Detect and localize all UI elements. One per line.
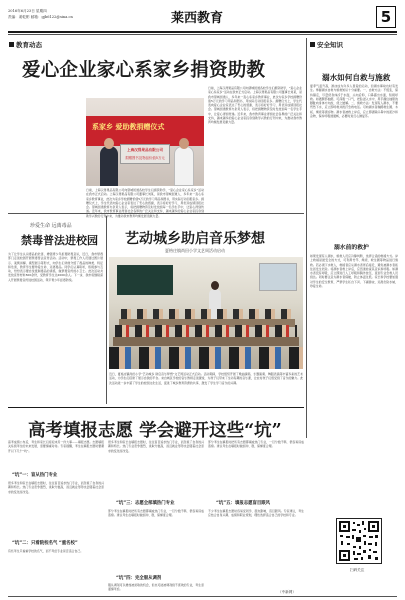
lead-photo — [86, 98, 204, 186]
qr-code[interactable] — [336, 518, 382, 564]
donation-sign — [120, 144, 170, 164]
art-headline: 艺动城乡助启音乐梦想 — [125, 231, 265, 247]
exam-col1-body-2: 有些考生只看重学校的名气，而不考虑专业是否适合自己。 — [8, 549, 84, 553]
sidebar-title-1: 溺水如何自救与施救 — [322, 73, 391, 82]
drug-divider — [106, 216, 107, 404]
drug-headline: 禁毒普法进校园 — [21, 234, 98, 247]
qr-code-icon — [337, 519, 381, 563]
students-row-2 — [115, 325, 297, 337]
teacher-head — [211, 281, 219, 290]
square-bullet-icon — [310, 42, 315, 47]
exam-col2-lead: 很多考生和家长在填报志愿时，往往盲目追求热门专业，而忽视了自身的兴趣和特长。热门专业竞争激烈，录取分数高，而且就业形势也会随着社会需求的变化而改变。 — [108, 440, 204, 453]
students-row-1 — [121, 309, 293, 319]
section-label-news: 教育动态 — [9, 40, 42, 49]
section-label-safety: 安全知识 — [310, 40, 343, 49]
editor-line: 责编：姜乾彬 邮箱：gjb6122@sina.cn — [8, 15, 73, 19]
exam-col3-lead: 部分考生在填报时把所有志愿都填成热门专业，一旦分数不够，很容易造成落榜。建议考生在填报时做到冲、稳、保梯度合理。 — [208, 440, 304, 449]
exam-col2-body-2: 服从调剂可以增加被录取的机会，但也可能被调剂到不喜欢的专业，考生需谨慎考虑。 — [108, 583, 204, 592]
page-number: 5 — [376, 6, 396, 28]
drug-body: 为了让学生认识毒品的危害，增强青少年拒毒防毒意识，近日，我市禁毒部门走进校园开展禁毒普法宣传活动。活动中，禁毒工作人员通过图片展示、案例讲解、模型展示等形式，向学生们详细介绍了毒品的种类、特征和危害，教育学生要珍爱生命、远离毒品。同学们认真聆听，积极参与互动，纷纷表示要自觉抵制毒品的诱惑，做禁毒宣传的小卫士。此次活动共发放宣传材料500余份，受教育学生达2000余人。下一步，我市将继续深入开展禁毒宣传进校园活动，筑牢青少年拒毒防线。 — [8, 252, 103, 282]
desks-row-2 — [113, 337, 299, 346]
exam-headline: 高考填报志愿 学会避开这些“坑” — [28, 421, 282, 441]
section-title: 莱西教育 — [171, 11, 224, 26]
qr-caption: 扫码关注 — [350, 568, 365, 572]
exam-sub-1: “坑”一：盲从热门专业 — [12, 473, 58, 478]
photo-banner-text: 上海汉得果品有限公司 — [127, 148, 163, 152]
lead-body: 日前，上海汉得果品有限公司向望城街道各校学生们捐资助学，“爱心企业家心系家乡”活动在我市正式启动。上海汉得果品有限公司董事长刘某，是我市望城街道人，多年来一直心系家乡教育事业，此次为家乡学校捐赠价值5万元的学习用品和图书，用实际行动回报家乡。捐赠仪式上，学生代表向爱心企业家表达了衷心的感谢，表示将好好学习，用优异成绩回报社会。望城街道教育办负责人表示，将把捐赠物资及时发放到每一名学生手中，让爱心得到传递。近年来，我市教育事业得到社会各界的广泛关注和支持，越来越多的爱心企业家投身到助学兴教的行列中来，为推动我市教育均衡发展贡献力量。 — [208, 86, 302, 125]
exam-col1-intro: 高考成绩公布后，考生和家长们将迎来另一件大事——填报志愿。志愿填报关系到考生的未来发展，需要慎重对待。专家提醒，考生在填报志愿时要避开以下几个“坑”。 — [8, 440, 104, 453]
column-divider — [306, 38, 307, 438]
exam-sub-2: “坑”二：只看院校名气 “重名校” — [12, 541, 78, 546]
person-right — [174, 146, 194, 186]
rule-page-bottom — [8, 596, 397, 597]
rule-exam-top — [8, 407, 304, 408]
sidebar-title-2: 溺水前的救护 — [334, 245, 369, 251]
students-row-3 — [109, 347, 303, 369]
art-subhead: 夏格庄镇尚田小学文艺周活动启动 — [165, 248, 225, 253]
backdrop-text: 系家乡 爱助教捐赠仪式 — [92, 123, 165, 131]
sidebar-body-1: 夏季气温升高，游泳成为许多人喜爱的运动，但溺水事故也时有发生。掌握溺水自救与施救知识十分重要。一、自救方法：不慌张，保持镇定，尽量使身体浮于水面，头向后仰，口鼻露出水面，积极呼救。如遇腿部抽筋，可深吸一口气，把脸浸入水中，用手握住抽筋的脚趾向身体方向拉，使之缓解。二、施救方法：发现有人溺水，不要贸然下水，应立即呼救并拨打急救电话。可向溺水者抛掷救生圈、木板、绳索等漂浮物。溺水者被救上岸后，应立即清除口鼻中的泥沙和杂物，保持呼吸道通畅，必要时进行心肺复苏。 — [310, 84, 398, 119]
exam-sub-3: “坑”三：志愿全部填热门专业 — [116, 501, 175, 506]
masthead-rule-thin — [8, 34, 397, 35]
masthead-rule — [8, 31, 397, 33]
drug-kicker: 珍爱生命 远离毒品 — [30, 223, 72, 229]
lead-intro-column: 日前，上海汉得果品有限公司向望城街道各校学生们捐资助学，“爱心企业家心系家乡”活动在我市正式启动。上海汉得果品有限公司董事长刘某，是我市望城街道人，多年来一直心系家乡教育事业，此次为家乡学校捐赠价值5万元的学习用品和图书，用实际行动回报家乡。捐赠仪式上，学生代表向爱心企业家表达了衷心的感谢，表示将好好学习，用优异成绩回报社会。望城街道教育办负责人表示，将把捐赠物资及时发放到每一名学生手中，让爱心得到传递。近年来，我市教育事业得到社会各界的广泛关注和支持，越来越多的爱心企业家投身到助学兴教的行列中来，为推动我市教育均衡发展贡献力量。 — [86, 188, 204, 218]
sidebar-body-2: 如果发现有人溺水，施救人员应冷静判断，选择合适的救援方式。岸上救援是最安全的方式，可利用竹竿、绳索、救生圈等物品进行施救。若必须下水救人，救援者应从溺水者背后接近，避免被溺水者抓住而发生危险。将溺水者救上岸后，应迅速检查其意识和呼吸。如溺水者没有呼吸，应立即进行人工呼吸和胸外按压，直到专业急救人员到达。同时要注意为溺水者保暖，防止体温过低。家长和学校要加强对学生的安全教育，严禁学生私自下河、下湖游泳，远离危险水域，珍爱生命。 — [310, 254, 398, 289]
window — [259, 263, 297, 291]
masthead — [8, 6, 397, 32]
person-left-head — [104, 138, 114, 149]
art-body: 近日，夏格庄镇尚田小学“艺动城乡 助启音乐梦想”文艺周活动正式启动。活动期间，学校组织开展了歌曲演唱、乐器演奏、舞蹈表演等丰富多彩的艺术活动，为学生们搭建了展示自我的平台。来自城区学校的音乐教师走进课堂，为孩子们带来了生动有趣的音乐课，让农村孩子们感受到了音乐的魅力。此次活动进一步丰富了学生的校园文化生活，促进了城乡教育资源的共享，激发了学生学习音乐的兴趣。 — [109, 372, 303, 385]
square-bullet-icon — [9, 42, 14, 47]
photo-sign-text: 捐赠图书及物品价值5万元 — [125, 156, 165, 160]
person-left — [100, 146, 118, 186]
person-right-head — [179, 138, 189, 149]
rule-lead-bottom — [8, 213, 304, 214]
lead-headline: 爱心企业家心系家乡捐资助教 — [22, 60, 266, 81]
date-line: 2016年6月23日 星期四 — [8, 9, 47, 13]
exam-col3-body: 不少考生在填报志愿时容易受同学、朋友影响，盲目跟风。专家建议，考生应结合自身兴趣、成绩和职业规划，理性选择适合自己的学校和专业。 — [208, 509, 304, 518]
exam-sub-5: “坑”五：填报志愿盲目跟风 — [216, 501, 271, 506]
exam-footer-note: （中新网） — [278, 590, 296, 594]
exam-col2-body: 部分考生在填报时把所有志愿都填成热门专业，一旦分数不够，很容易造成落榜。建议考生在填报时做到冲、稳、保梯度合理。 — [108, 509, 204, 518]
exam-col1-body: 很多考生和家长在填报志愿时，往往盲目追求热门专业，而忽视了自身的兴趣和特长。热门专业竞争激烈，录取分数高，而且就业形势也会随着社会需求的变化而改变。 — [8, 481, 104, 494]
blackboard — [117, 265, 173, 295]
exam-sub-4: “坑”四：完全服从调剂 — [116, 576, 162, 581]
art-photo — [109, 257, 303, 369]
